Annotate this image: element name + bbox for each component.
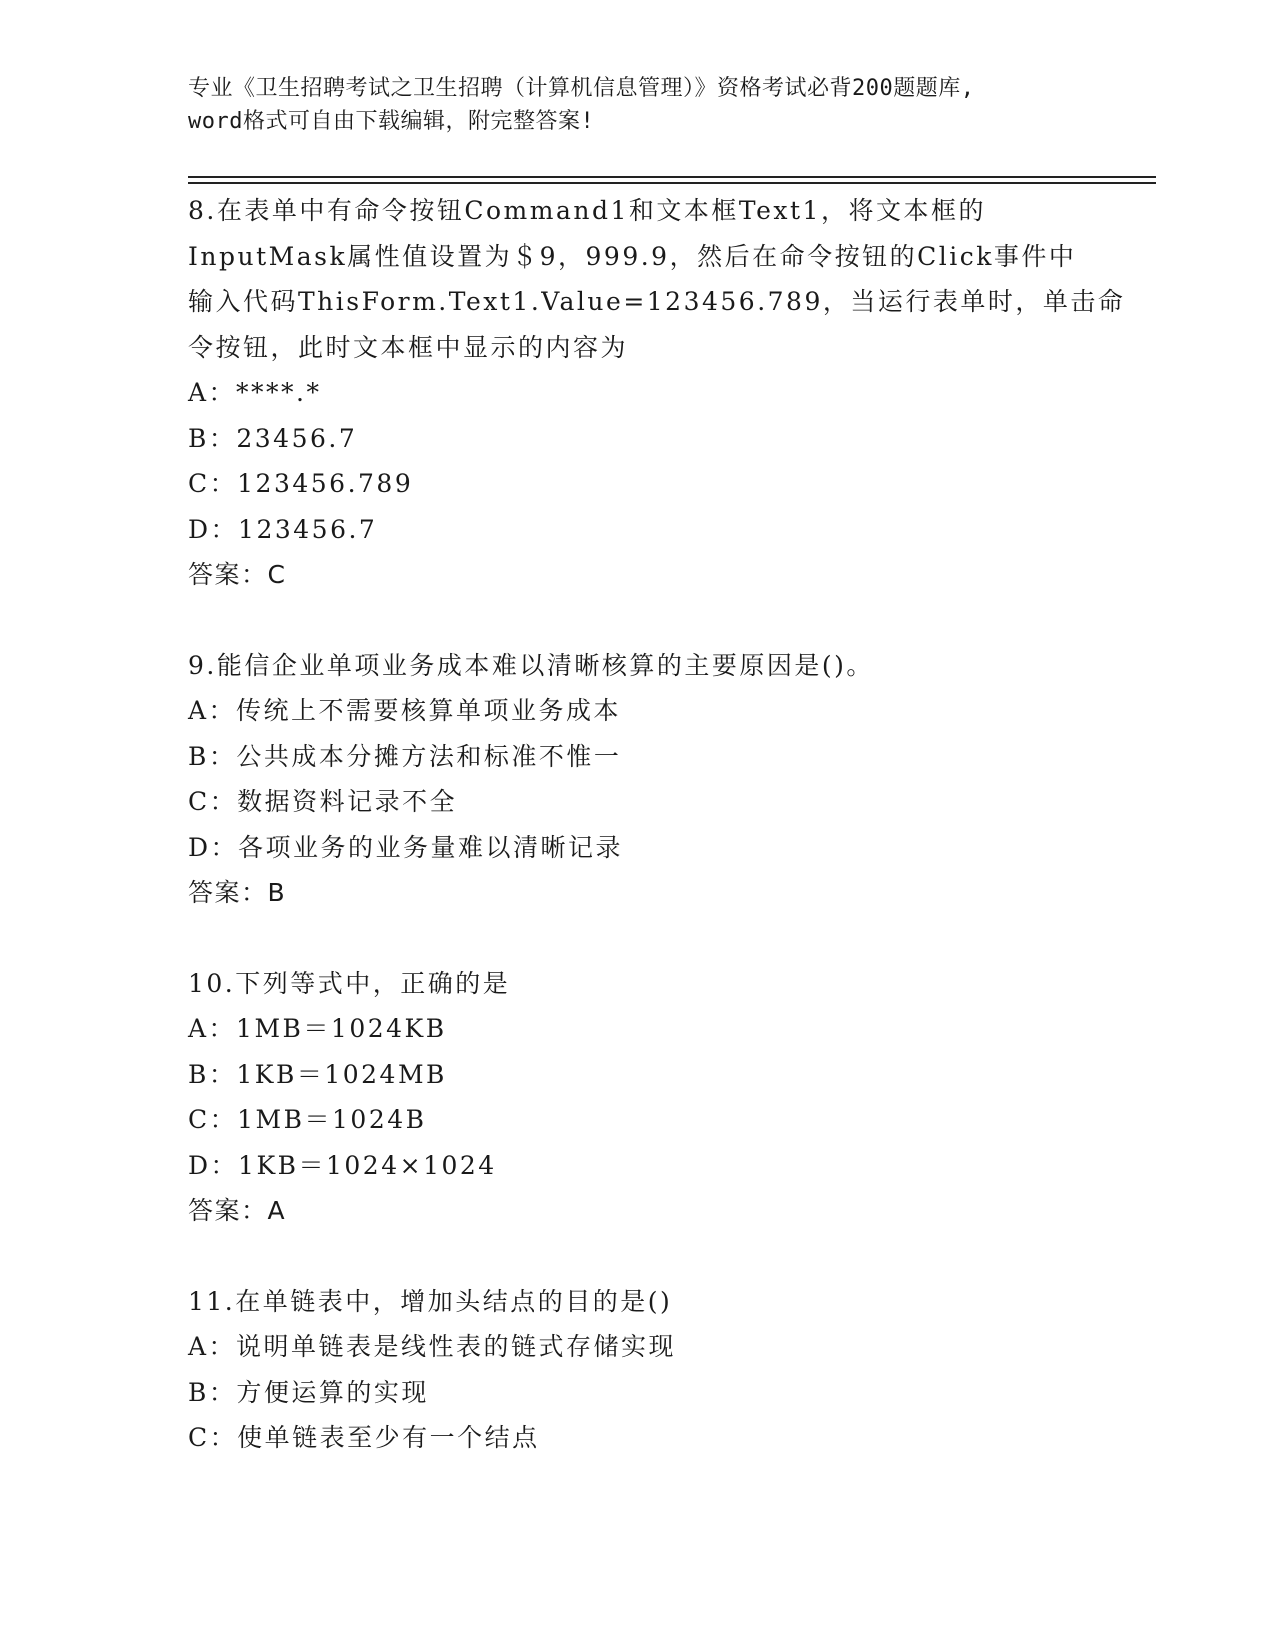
question-stem-line: InputMask属性值设置为＄9，999.9，然后在命令按钮的Click事件中 bbox=[188, 241, 1077, 271]
option-c: C：123456.789 bbox=[188, 469, 414, 498]
option-c: C：使单链表至少有一个结点 bbox=[188, 1423, 540, 1452]
option-d: D：123456.7 bbox=[188, 514, 378, 544]
option-b: B：23456.7 bbox=[188, 423, 358, 453]
question-stem-line: 输入代码ThisForm.Text1.Value=123456.789，当运行表单时，单击命 bbox=[188, 287, 1126, 316]
option-a: A：****.* bbox=[188, 378, 322, 407]
option-a: A：说明单链表是线性表的链式存储实现 bbox=[188, 1332, 677, 1361]
option-c: C：1MB＝1024B bbox=[188, 1105, 427, 1134]
question-11 bbox=[188, 1279, 1088, 1461]
answer-key: 答案：C bbox=[188, 560, 287, 589]
option-a: A：传统上不需要核算单项业务成本 bbox=[188, 696, 622, 725]
option-b: B：方便运算的实现 bbox=[188, 1377, 429, 1407]
question-stem-line: 11.在单链表中，增加头结点的目的是() bbox=[188, 1286, 673, 1316]
option-c: C：数据资料记录不全 bbox=[188, 787, 458, 816]
header-line-1: 专业《卫生招聘考试之卫生招聘（计算机信息管理）》资格考试必背200题题库, bbox=[188, 76, 975, 101]
header-line-2: word格式可自由下载编辑，附完整答案! bbox=[188, 109, 595, 134]
question-8 bbox=[188, 188, 1126, 598]
option-b: B：1KB＝1024MB bbox=[188, 1059, 447, 1089]
option-a: A：1MB＝1024KB bbox=[188, 1014, 447, 1043]
question-stem-line: 8.在表单中有命令按钮Command1和文本框Text1，将文本框的 bbox=[188, 196, 986, 225]
answer-key: 答案：A bbox=[188, 1196, 287, 1225]
question-stem-line: 9.能信企业单项业务成本难以清晰核算的主要原因是()。 bbox=[188, 650, 874, 680]
question-10 bbox=[188, 961, 1088, 1234]
option-d: D：1KB＝1024×1024 bbox=[188, 1150, 497, 1180]
option-d: D：各项业务的业务量难以清晰记录 bbox=[188, 832, 624, 862]
option-b: B：公共成本分摊方法和标准不惟一 bbox=[188, 741, 622, 771]
header-divider-top bbox=[188, 176, 1156, 178]
question-stem-line: 10.下列等式中，正确的是 bbox=[188, 968, 511, 998]
document-header bbox=[188, 72, 1088, 138]
answer-key: 答案：B bbox=[188, 878, 287, 907]
question-9 bbox=[188, 643, 1088, 916]
question-list bbox=[188, 188, 1126, 1506]
question-stem-line: 令按钮，此时文本框中显示的内容为 bbox=[188, 332, 629, 362]
header-divider-bottom bbox=[188, 182, 1156, 184]
